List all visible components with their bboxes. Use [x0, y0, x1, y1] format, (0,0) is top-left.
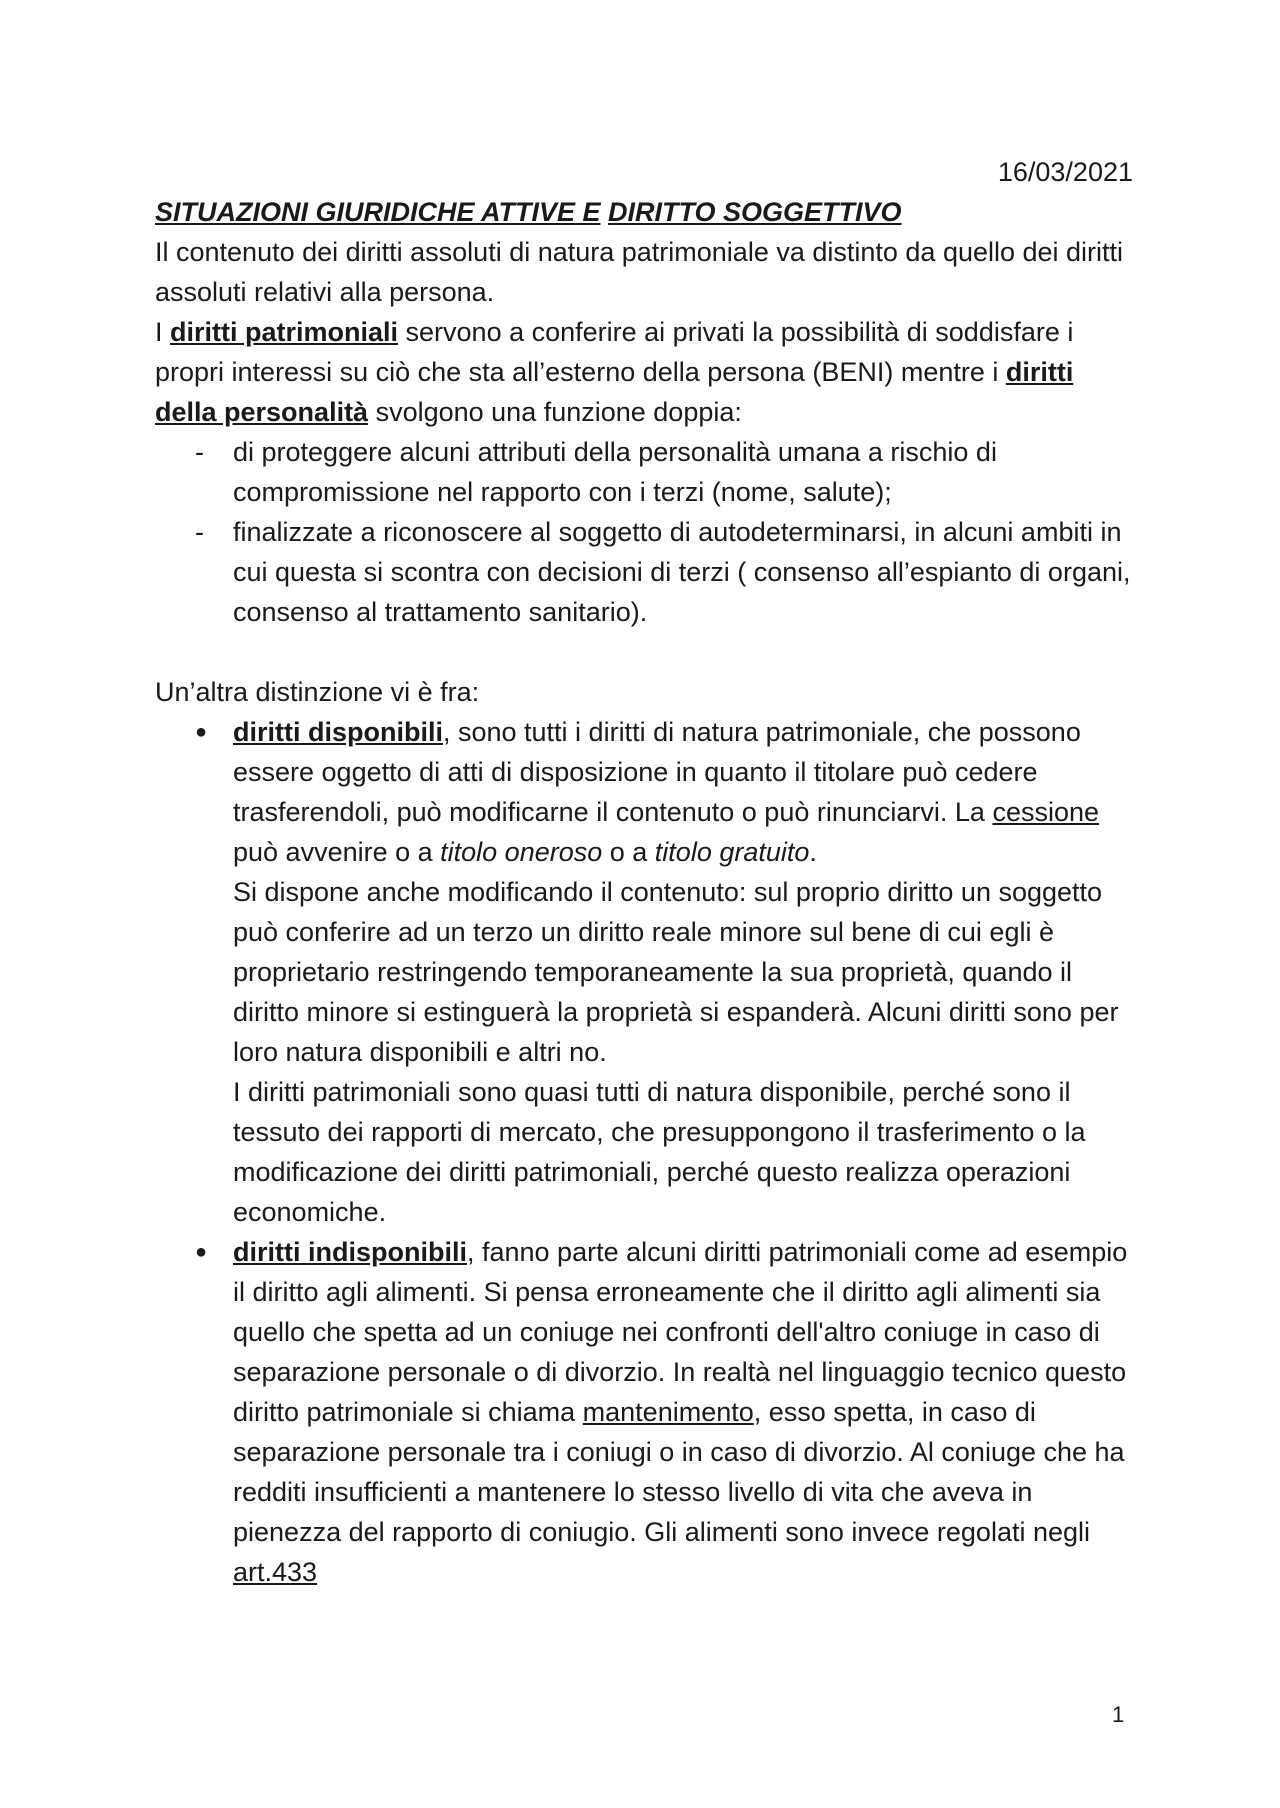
- title-space: [601, 197, 609, 227]
- article-reference: art.433: [233, 1557, 318, 1587]
- bullet-marker: ●: [195, 721, 208, 743]
- rights-paragraph: [155, 312, 1133, 432]
- text-run: .: [809, 837, 817, 867]
- document-title: [155, 192, 1133, 232]
- term-titolo-gratuito: titolo gratuito: [654, 837, 810, 867]
- spacer: [155, 632, 1133, 672]
- list-item-indisponibili: [155, 1232, 1133, 1592]
- page-number: 1: [1112, 1702, 1125, 1727]
- disponibili-extra-2: I diritti patrimoniali sono quasi tutti di natura disponibile, perché sono il tessuto dei rapporti di mercato, che presuppongono il trasferimento o la modificazione dei diritti patrimoniali, perché questo realizza operazioni economiche.: [233, 1077, 1086, 1227]
- disponibili-paragraph: [233, 712, 1133, 872]
- text-run: , fanno parte alcuni diritti patrimoniali come ad esempio il diritto agli alimenti. Si pensa erroneamente che il diritto agli alimenti sia quello che spetta ad un coniuge nei confronti dell'altro coniuge in caso di separazione personale o di divorzio. In realtà nel linguaggio tecnico questo diritto patrimoniale si chiama: [233, 1237, 1128, 1427]
- term-cessione: cessione: [992, 797, 1100, 827]
- text-run: può avvenire o a: [233, 837, 441, 867]
- term-indisponibili: diritti indisponibili: [233, 1237, 467, 1267]
- term-mantenimento: mantenimento: [582, 1397, 754, 1427]
- term-titolo-oneroso: titolo oneroso: [440, 837, 603, 867]
- disponibili-extra-1: Si dispone anche modificando il contenuto: sul proprio diritto un soggetto può conferire ad un terzo un diritto reale minore sul bene di cui egli è proprietario restringendo temporaneamente la sua proprietà, quando il diritto minore si estinguerà la proprietà si espanderà. Alcuni diritti sono per loro natura disponibili e altri no.: [233, 877, 1119, 1067]
- document-date: 16/03/2021: [997, 157, 1133, 187]
- list-item-text: finalizzate a riconoscere al soggetto di autodeterminarsi, in alcuni ambiti in cui questa si scontra con decisioni di terzi ( consenso all’espianto di organi, consenso al trattamento sanitario).: [233, 517, 1131, 627]
- document-body: [155, 152, 1133, 1592]
- title-part-2: DIRITTO SOGGETTIVO: [608, 197, 902, 227]
- list-item-disponibili: [155, 712, 1133, 1232]
- term-disponibili: diritti disponibili: [233, 717, 443, 747]
- text-run: , esso spetta, in caso di separazione personale tra i coniugi o in caso di divorzio. Al coniuge che ha redditi insufficienti a mantenere lo stesso livello di vita che aveva in pienezza del rapporto di coniugio. Gli alimenti sono invece regolati negli: [233, 1397, 1125, 1547]
- dash-marker: -: [195, 437, 204, 467]
- text-run: , sono tutti i diritti di natura patrimoniale, che possono essere oggetto di atti di disposizione in quanto il titolare può cedere trasferendoli, può modificarne il contenuto o può rinunciarvi. La: [233, 717, 1081, 827]
- text-run: o a: [602, 837, 655, 867]
- term-personality-rights: diritti della personalità: [155, 357, 1074, 427]
- dash-marker: -: [195, 517, 204, 547]
- list-item: [155, 512, 1133, 632]
- title-part-1: SITUAZIONI GIURIDICHE ATTIVE E: [155, 197, 601, 227]
- term-patrimonial-rights: diritti patrimoniali: [170, 317, 399, 347]
- indisponibili-paragraph: [233, 1232, 1133, 1592]
- text-run: svolgono una funzione doppia:: [368, 397, 742, 427]
- text-run: I: [155, 317, 171, 347]
- distinction-line: Un’altra distinzione vi è fra:: [155, 677, 480, 707]
- list-item-text: di proteggere alcuni attributi della personalità umana a rischio di compromissione nel rapporto con i terzi (nome, salute);: [233, 437, 997, 507]
- dash-list: [155, 432, 1133, 632]
- bullet-list: [155, 712, 1133, 1592]
- text-run: servono a conferire ai privati la possibilità di soddisfare i propri interessi su ciò che sta all’esterno della persona (BENI) mentre i: [155, 317, 1074, 387]
- intro-paragraph: Il contenuto dei diritti assoluti di natura patrimoniale va distinto da quello dei diritti assoluti relativi alla persona.: [155, 237, 1124, 307]
- bullet-marker: ●: [195, 1241, 208, 1263]
- list-item: [155, 432, 1133, 512]
